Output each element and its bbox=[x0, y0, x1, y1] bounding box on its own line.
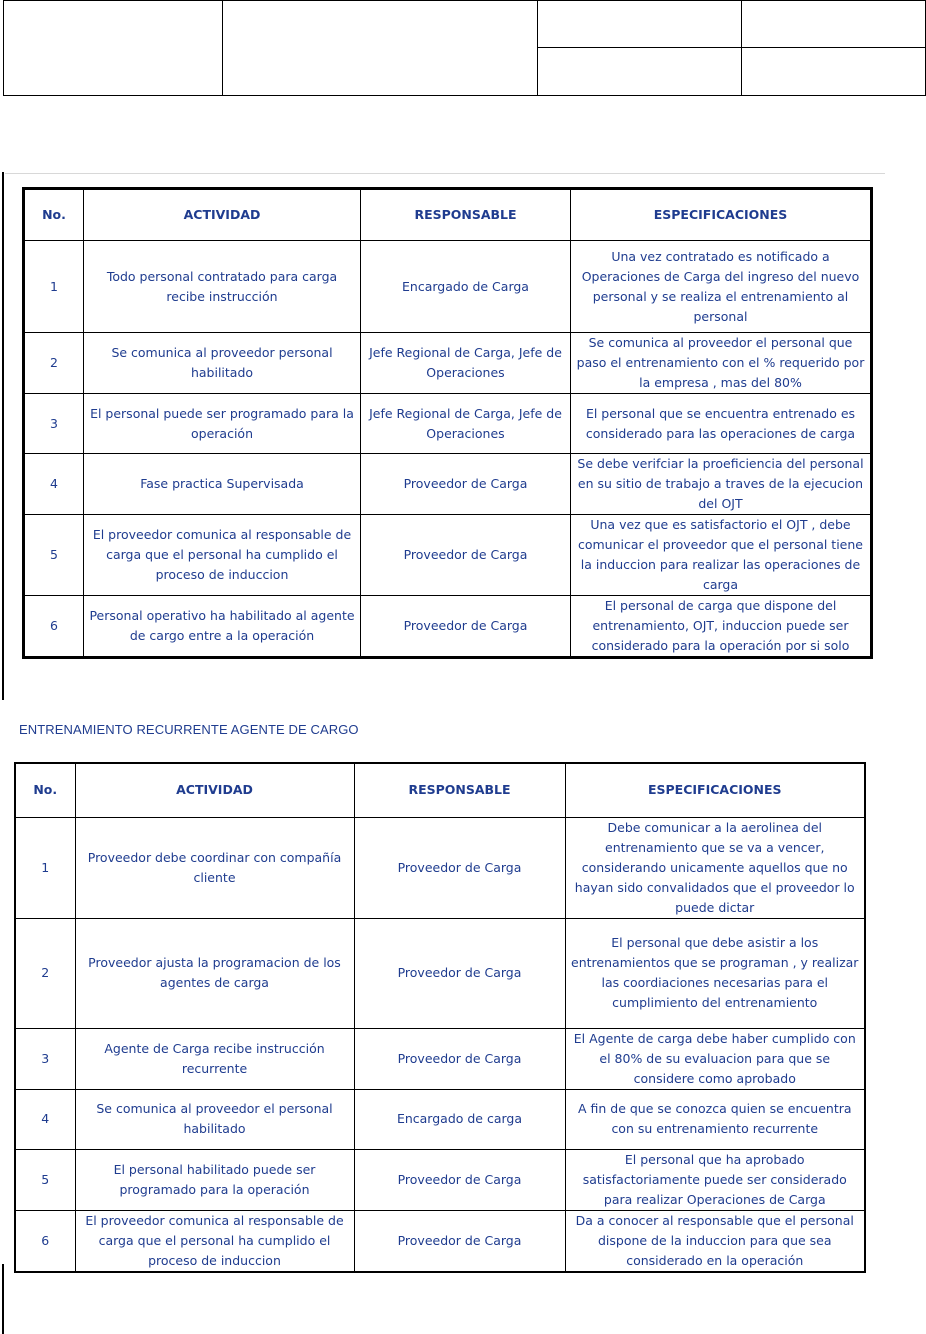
training-activities-table bbox=[22, 187, 873, 659]
left-margin-rule bbox=[2, 1264, 4, 1334]
cell-actividad: Proveedor debe coordinar con compañía cliente bbox=[75, 817, 354, 918]
recurrent-training-table bbox=[14, 762, 866, 1273]
cell-no: 5 bbox=[15, 1149, 75, 1210]
cell-responsable: Proveedor de Carga bbox=[361, 596, 571, 658]
cell-no: 2 bbox=[15, 918, 75, 1028]
col-header-responsable: RESPONSABLE bbox=[354, 763, 565, 817]
cell-actividad: Fase practica Supervisada bbox=[84, 454, 361, 515]
cell-no: 3 bbox=[24, 394, 84, 454]
cell-responsable: Encargado de carga bbox=[354, 1089, 565, 1149]
col-header-especificaciones: ESPECIFICACIONES bbox=[571, 189, 872, 241]
table-row bbox=[15, 1149, 865, 1210]
table-row bbox=[24, 241, 872, 333]
cell-especificaciones: Da a conocer al responsable que el personal dispone de la induccion para que sea considerado en la operación bbox=[565, 1210, 865, 1272]
table-row bbox=[15, 1210, 865, 1272]
cell-no: 5 bbox=[24, 515, 84, 596]
cell-no: 1 bbox=[24, 241, 84, 333]
cell-responsable: Encargado de Carga bbox=[361, 241, 571, 333]
table-header-row bbox=[24, 189, 872, 241]
cell-no: 2 bbox=[24, 333, 84, 394]
cell-especificaciones: Debe comunicar a la aerolinea del entrenamiento que se va a vencer, considerando unicamente aquellos que no hayan sido convalidados que el proveedor lo puede dictar bbox=[565, 817, 865, 918]
cell-especificaciones: El personal que se encuentra entrenado es considerado para las operaciones de carga bbox=[571, 394, 872, 454]
table-header-row bbox=[15, 763, 865, 817]
cell-actividad: El proveedor comunica al responsable de carga que el personal ha cumplido el proceso de induccion bbox=[84, 515, 361, 596]
col-header-no: No. bbox=[15, 763, 75, 817]
cell-responsable: Jefe Regional de Carga, Jefe de Operaciones bbox=[361, 333, 571, 394]
cell-especificaciones: Una vez que es satisfactorio el OJT , debe comunicar el proveedor que el personal tiene la induccion para realizar las operaciones de carga bbox=[571, 515, 872, 596]
table-row bbox=[15, 1089, 865, 1149]
cell-actividad: Se comunica al proveedor personal habilitado bbox=[84, 333, 361, 394]
cell-actividad: El personal habilitado puede ser programado para la operación bbox=[75, 1149, 354, 1210]
cell-especificaciones: El Agente de carga debe haber cumplido con el 80% de su evaluacion para que se considere como aprobado bbox=[565, 1028, 865, 1089]
header-divider bbox=[537, 47, 926, 48]
cell-responsable: Proveedor de Carga bbox=[354, 1149, 565, 1210]
table-row bbox=[24, 394, 872, 454]
cell-especificaciones: Se comunica al proveedor el personal que paso el entrenamiento con el % requerido por la empresa , mas del 80% bbox=[571, 333, 872, 394]
cell-responsable: Proveedor de Carga bbox=[361, 454, 571, 515]
cell-responsable: Proveedor de Carga bbox=[354, 817, 565, 918]
cell-actividad: Personal operativo ha habilitado al agente de cargo entre a la operación bbox=[84, 596, 361, 658]
cell-actividad: Todo personal contratado para carga recibe instrucción bbox=[84, 241, 361, 333]
cell-actividad: Se comunica al proveedor el personal habilitado bbox=[75, 1089, 354, 1149]
col-header-actividad: ACTIVIDAD bbox=[84, 189, 361, 241]
cell-no: 6 bbox=[15, 1210, 75, 1272]
cell-actividad: Agente de Carga recibe instrucción recurrente bbox=[75, 1028, 354, 1089]
table-row bbox=[24, 333, 872, 394]
cell-especificaciones: Se debe verifciar la proeficiencia del personal en su sitio de trabajo a traves de la ejecucion del OJT bbox=[571, 454, 872, 515]
cell-responsable: Proveedor de Carga bbox=[354, 1210, 565, 1272]
cell-responsable: Jefe Regional de Carga, Jefe de Operaciones bbox=[361, 394, 571, 454]
header-divider bbox=[537, 1, 538, 95]
header-divider bbox=[222, 1, 223, 95]
cell-actividad: El proveedor comunica al responsable de carga que el personal ha cumplido el proceso de induccion bbox=[75, 1210, 354, 1272]
cell-especificaciones: El personal que debe asistir a los entrenamientos que se programan , y realizar las coordiaciones necesarias para el cumplimiento del entrenamiento bbox=[565, 918, 865, 1028]
table-row bbox=[24, 515, 872, 596]
col-header-especificaciones: ESPECIFICACIONES bbox=[565, 763, 865, 817]
left-margin-rule bbox=[2, 172, 4, 700]
col-header-responsable: RESPONSABLE bbox=[361, 189, 571, 241]
table-row bbox=[15, 1028, 865, 1089]
header-divider bbox=[741, 1, 742, 95]
cell-responsable: Proveedor de Carga bbox=[354, 1028, 565, 1089]
document-header-table bbox=[3, 0, 926, 96]
cell-responsable: Proveedor de Carga bbox=[354, 918, 565, 1028]
cell-actividad: Proveedor ajusta la programacion de los agentes de carga bbox=[75, 918, 354, 1028]
table-row bbox=[24, 596, 872, 658]
cell-responsable: Proveedor de Carga bbox=[361, 515, 571, 596]
cell-no: 4 bbox=[15, 1089, 75, 1149]
cell-no: 3 bbox=[15, 1028, 75, 1089]
table-row bbox=[15, 918, 865, 1028]
cell-especificaciones: El personal de carga que dispone del entrenamiento, OJT, induccion puede ser considerado para la operación por si solo bbox=[571, 596, 872, 658]
cell-no: 4 bbox=[24, 454, 84, 515]
table-row bbox=[24, 454, 872, 515]
cell-especificaciones: El personal que ha aprobado satisfactoriamente puede ser considerado para realizar Operaciones de Carga bbox=[565, 1149, 865, 1210]
table-row bbox=[15, 817, 865, 918]
section-title: ENTRENAMIENTO RECURRENTE AGENTE DE CARGO bbox=[19, 722, 359, 737]
col-header-actividad: ACTIVIDAD bbox=[75, 763, 354, 817]
cell-no: 1 bbox=[15, 817, 75, 918]
page-rule bbox=[5, 173, 885, 174]
cell-no: 6 bbox=[24, 596, 84, 658]
cell-especificaciones: A fin de que se conozca quien se encuentra con su entrenamiento recurrente bbox=[565, 1089, 865, 1149]
col-header-no: No. bbox=[24, 189, 84, 241]
cell-especificaciones: Una vez contratado es notificado a Operaciones de Carga del ingreso del nuevo personal y se realiza el entrenamiento al personal bbox=[571, 241, 872, 333]
cell-actividad: El personal puede ser programado para la operación bbox=[84, 394, 361, 454]
